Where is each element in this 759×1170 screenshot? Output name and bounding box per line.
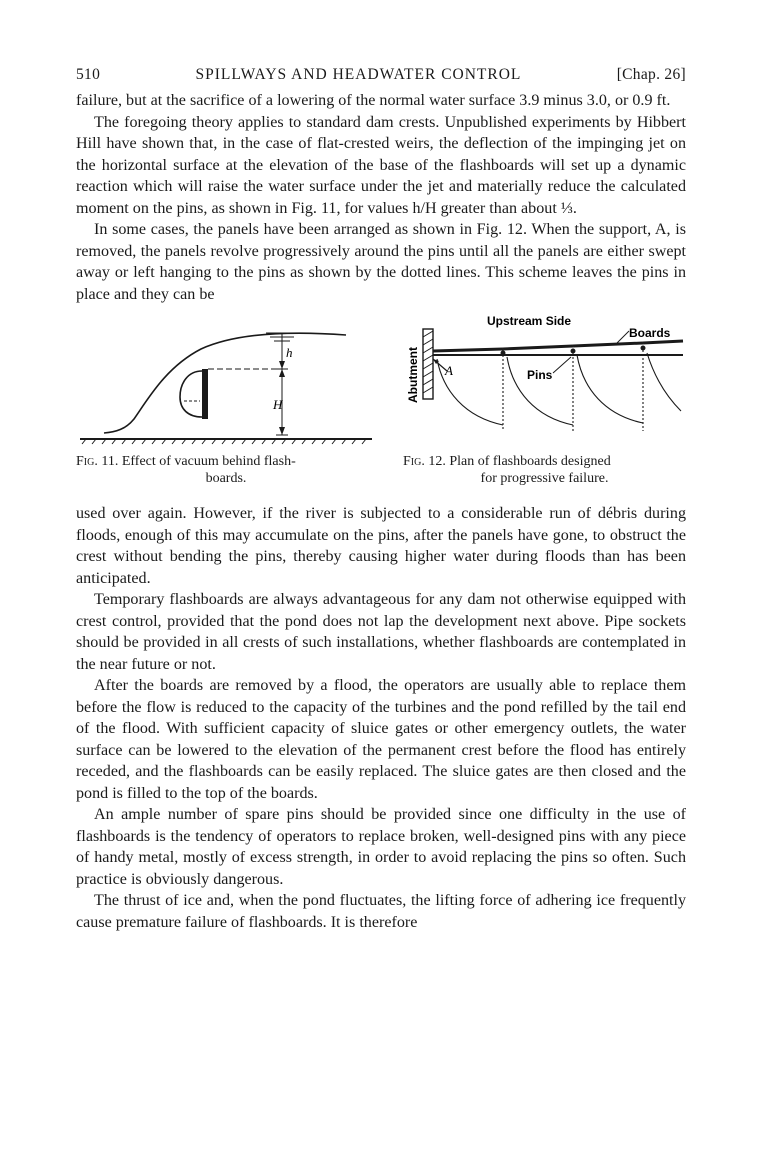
figure-12-label: Fig. 12. <box>403 454 446 469</box>
figure-12-caption-line1: Plan of flashboards designed <box>449 454 611 469</box>
book-page <box>76 66 686 933</box>
board-2 <box>503 346 573 349</box>
figure-11-caption-line1: Effect of vacuum behind flash- <box>121 454 296 469</box>
paragraph-3: In some cases, the panels have been arranged as shown in Fig. 12. When the support, A, is removed, the panels revolve progressively around the pins until all the panels are either swept away or left hanging to the pins as shown by the dotted lines. This scheme leaves the pins in place and they can be <box>76 221 686 303</box>
paragraph-2: The foregoing theory applies to standard dam crests. Unpublished experiments by Hibbert Hill have shown that, in the case of flat-crested weirs, the deflection of the impinging jet on the horizontal surface at the elevation of the base of the flashboards will set up a dynamic reaction which will raise the water surface under the jet and materially reduce the calculated moment on the pins, as shown in Fig. 11, for values h/H greater than about ⅓. <box>76 113 686 217</box>
board-1 <box>433 349 503 351</box>
boards-leader <box>617 331 629 343</box>
pins-leader <box>553 357 571 373</box>
label-h: h <box>286 345 293 360</box>
paragraph-8: The thrust of ice and, when the pond fluctuates, the lifting force of adhering ice frequently cause premature failure of flashboards. It is therefore <box>76 892 686 931</box>
nappe-upper <box>104 333 346 433</box>
running-title: SPILLWAYS AND HEADWATER CONTROL <box>195 66 522 83</box>
figures-row <box>76 313 686 503</box>
figure-11-caption <box>76 453 376 487</box>
paragraph-5: Temporary flashboards are always advantageous for any dam not otherwise equipped with crest control, provided that the pond does not lap the development next above. Pipe sockets should be provided in all crests of such installations, whether flashboards are contemplated in the near future or not. <box>76 591 686 673</box>
figure-12-drawing <box>403 313 686 453</box>
paragraph-6: After the boards are removed by a flood, the operators are usually able to replace them before the flow is reduced to the capacity of the turbines and the pond refilled by the tail end of the flood. With sufficient capacity of sluice gates or other emergency outlets, the water surface can be lowered to the elevation of the permanent crest before the flood has entirely receded, and the flashboards can be easily replaced. The sluice gates are then closed and the pond is filled to the top of the boards. <box>76 677 686 802</box>
flashboard <box>202 369 208 419</box>
label-pins: Pins <box>527 368 553 382</box>
figure-11-label: Fig. 11. <box>76 454 119 469</box>
page-number: 510 <box>76 66 101 83</box>
label-abutment: Abutment <box>406 347 420 403</box>
board-4 <box>643 341 683 343</box>
figure-11 <box>76 313 376 487</box>
paragraph-1: failure, but at the sacrifice of a lowering of the normal water surface 3.9 minus 3.0, or 0.9 ft. <box>76 92 671 109</box>
paragraph-4: used over again. However, if the river is subjected to a considerable run of débris during floods, enough of this may accumulate on the pins, after the panels have gone, to obstruct the crest without bending the pins, thereby causing higher water during floods than has been anticipated. <box>76 505 686 587</box>
nappe-lower <box>180 371 202 417</box>
figure-12-caption-line2: for progressive failure. <box>480 471 609 486</box>
paragraph-7: An ample number of spare pins should be provided since one difficulty in the use of flashboards is the tendency of operators to replace broken, well-designed pins with any piece of handy metal, mostly of excess strength, in order to avoid replacing the pins so often. Such practice is obviously dangerous. <box>76 806 686 888</box>
running-header <box>76 66 686 90</box>
figure-12 <box>403 313 686 487</box>
label-upstream-side: Upstream Side <box>487 314 572 328</box>
label-A: A <box>445 363 453 378</box>
figure-11-drawing <box>76 313 376 453</box>
chapter-label: [Chap. 26] <box>616 66 686 83</box>
label-H: H <box>273 397 283 412</box>
hanging-boards <box>503 350 643 431</box>
board-3 <box>573 343 643 346</box>
label-boards: Boards <box>629 326 671 340</box>
swing-arcs <box>437 353 681 425</box>
figure-12-caption <box>403 453 686 487</box>
figure-11-caption-line2: boards. <box>205 471 247 486</box>
